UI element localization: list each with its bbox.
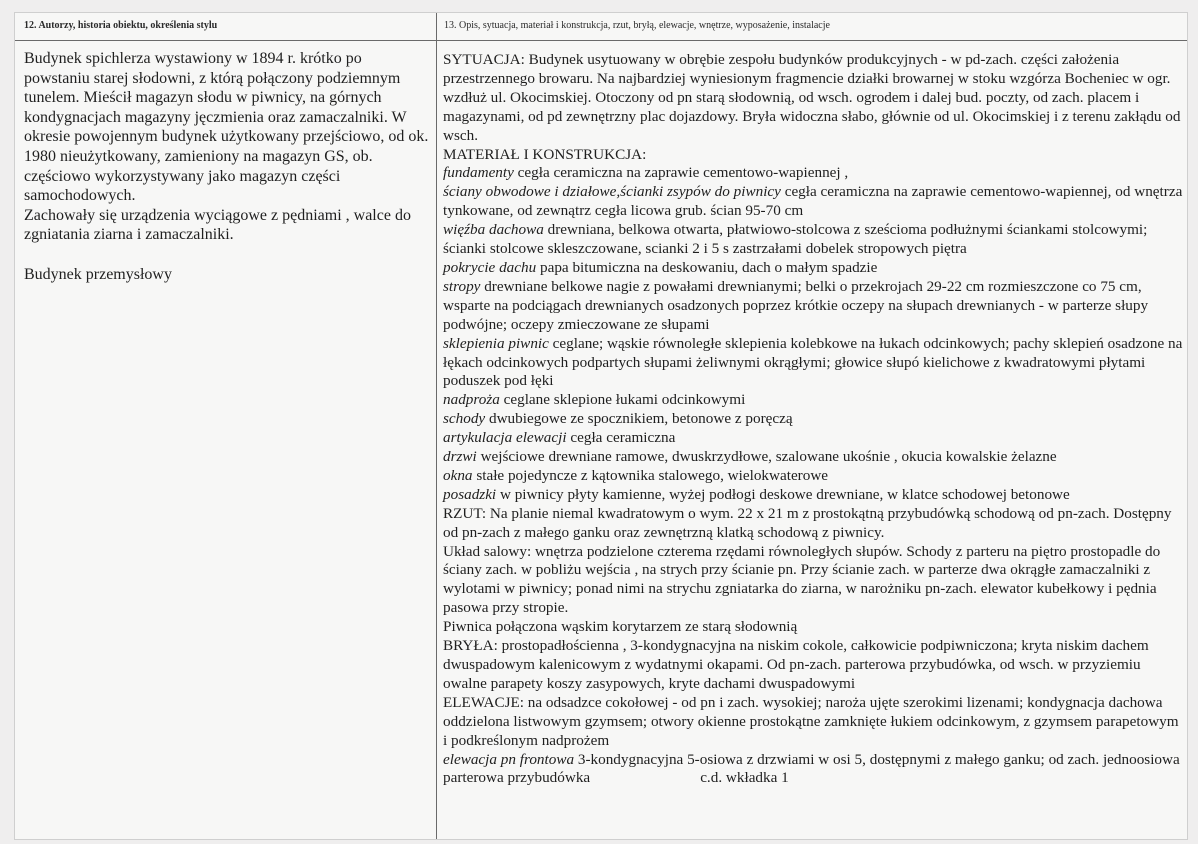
material-term: okna xyxy=(443,466,473,484)
material-text: cegła ceramiczna na zaprawie cementowo-wapiennej, od wnętrza tynkowane, od zewnątrz cegła licowa grub. ścian 95-70 cm xyxy=(443,183,1183,220)
front-elevation-text: 3-kondygnacyjna 5-osiowa z drzwiami w osi 5, dostępnymi z małego ganku; od zach. jednoosiowa parterowa przybudówka xyxy=(443,750,1180,787)
header-divider xyxy=(15,40,1187,41)
material-text: ceglane sklepione łukami odcinkowymi xyxy=(499,391,746,409)
equipment-paragraph: Zachowały się urządzenia wyciągowe z pędniami , walce do zgniatania ziarna i zamaczalniki. xyxy=(24,206,411,244)
material-item xyxy=(443,448,1183,467)
material-item xyxy=(443,391,1183,410)
history-column xyxy=(24,49,430,284)
material-text: cegła ceramiczna xyxy=(566,429,676,447)
material-text: drewniana, belkowa otwarta, płatwiowo-stolcowa z sześcioma podłużnymi ściankami stolcowymi; ścianki stolcowe skleszczowane, scianki 2 i 5 s zastrzałami dobelek stropowych piętra xyxy=(443,221,1148,258)
material-term: ściany obwodowe i działowe,ścianki zsypów do piwnicy xyxy=(443,183,781,201)
material-item xyxy=(443,486,1183,505)
material-term: sklepienia piwnic xyxy=(443,334,549,352)
cellar-paragraph: Piwnica połączona wąskim korytarzem ze starą słodownią xyxy=(443,618,798,636)
record-card xyxy=(14,12,1188,840)
column-divider xyxy=(436,13,437,839)
massing-paragraph: BRYŁA: prostopadłościenna , 3-kondygnacyjna na niskim cokole, całkowicie podpiwniczona; kryta niskim dachem dwuspadowym kalenicowym z wydatnymi okapami. Od pn-zach. parterowa przybudówka, od wsch. w przyziemiu owalne parapety koszy zasypowych, kryte dachami dwuspadowymi xyxy=(443,637,1149,692)
material-item xyxy=(443,429,1183,448)
material-item xyxy=(443,410,1183,429)
material-term: posadzki xyxy=(443,485,497,503)
material-item xyxy=(443,164,1183,183)
material-heading: MATERIAŁ I KONSTRUKCJA: xyxy=(443,145,647,163)
material-text: ceglane; wąskie równoległe sklepienia kolebkowe na łukach odcinkowych; pachy sklepień osadzone na łękach odcinkowych podpartych słupami żeliwnymi okrągłymi; głowice słupó kielichowe z kwadratowymi płytami poduszek pod łęki xyxy=(443,334,1183,390)
continued-note: c.d. wkładka 1 xyxy=(700,769,789,787)
material-text: dwubiegowe ze spocznikiem, betonowe z poręczą xyxy=(485,410,793,428)
material-term: pokrycie dachu xyxy=(443,258,537,276)
material-item xyxy=(443,259,1183,278)
material-item xyxy=(443,467,1183,486)
material-item xyxy=(443,183,1183,221)
style-paragraph: Budynek przemysłowy xyxy=(24,265,172,283)
material-term: artykulacja elewacji xyxy=(443,429,567,447)
layout-paragraph: Układ salowy: wnętrza podzielone czterema rzędami równoległych słupów. Schody z parteru na piętro prostopadle do ściany zach. w pobliżu wejścia , na strych przy ścianie pn. Przy ścianie zach. w parterze dwa okrągłe zamaczalniki z wylotami w piwnicy; ponad nimi na strychu zgniatarka do ziarna, w narożniku pn-zach. elewator kubełkowy i pędnia pasowa przy stropie. xyxy=(443,542,1161,617)
history-paragraph: Budynek spichlerza wystawiony w 1894 r. krótko po powstaniu starej słodowni, z którą połączony podziemnym tunelem. Mieścił magazyn słodu w piwnicy, na górnych kondygnacjach magazyny jęczmienia oraz zamaczalniki. W okresie powojennym budynek użytkowany przejściowo, od ok. 1980 nieużytkowany, zamieniony na magazyn GS, ob. częściowo wykorzystywany jako magazyn części samochodowych. xyxy=(24,50,429,205)
material-text: drewniane belkowe nagie z powałami drewnianymi; belki o przekrojach 29-22 cm rozmieszczone co 75 cm, wsparte na podciągach drewnianych osadzonych poprzez krótkie oczepy na słupach drewnianych - w parterze słupy podwójne; oczepy zmieczowane ze słupami xyxy=(443,277,1149,333)
material-item xyxy=(443,221,1183,259)
material-term: nadproża xyxy=(443,391,500,409)
front-elevation-paragraph xyxy=(443,751,1183,789)
plan-paragraph: RZUT: Na planie niemal kwadratowym o wym. 22 x 21 m z prostokątną przybudówką schodową od pn-zach. Dostępny od pn-zach z małego ganku oraz zewnętrzną klatką schodową z piwnicy. xyxy=(443,504,1172,541)
material-term: więźba dachowa xyxy=(443,221,544,239)
elevations-paragraph: ELEWACJE: na odsadzce cokołowej - od pn i zach. wysokiej; naroża ujęte szerokimi lizenami; kondygnacja dachowa oddzielona listwowym gzymsem; otwory okienne prostokątne zamknięte łukiem odcinkowym, z gzymsem parapetowym i podkreślonym nadprożem xyxy=(443,693,1179,749)
material-text: stałe pojedyncze z kątownika stalowego, wielokwaterowe xyxy=(472,466,829,484)
material-term: stropy xyxy=(443,277,481,295)
right-section-header: 13. Opis, sytuacja, materiał i konstrukcja, rzut, bryłą, elewacje, wnętrze, wyposażenie, instalacje xyxy=(444,20,830,31)
material-term: fundamenty xyxy=(443,164,514,182)
left-section-header: 12. Autorzy, historia obiektu, określenia stylu xyxy=(24,20,218,31)
material-term: drzwi xyxy=(443,448,477,466)
material-list xyxy=(443,164,1183,504)
material-term: schody xyxy=(443,410,486,428)
material-text: wejściowe drewniane ramowe, dwuskrzydłowe, szalowane ukośnie , okucia kowalskie żelazne xyxy=(476,448,1057,466)
material-text: w piwnicy płyty kamienne, wyżej podłogi deskowe drewniane, w klatce schodowej betonowe xyxy=(496,485,1070,503)
situation-paragraph: SYTUACJA: Budynek usytuowany w obrębie zespołu budynków produkcyjnych - w pd-zach. części założenia przestrzennego browaru. Na najbardziej wyniesionym fragmencie działki browarnej w stoku wzgórza Bocheniec w ogr. wzdłuż ul. Okocimskiej. Otoczony od pn starą słodownią, od wsch. ogrodem i dalej bud. poczty, od zach. placem i magazynami, od pd zewnętrzny plac dojazdowy. Bryła widoczna słabo, głównie od ul. Okocimskiej i z terenu zakłądu od wsch. xyxy=(443,51,1181,144)
material-text: papa bitumiczna na deskowaniu, dach o małym spadzie xyxy=(536,258,878,276)
material-item xyxy=(443,278,1183,335)
material-text: cegła ceramiczna na zaprawie cementowo-wapiennej , xyxy=(513,164,849,182)
description-column xyxy=(443,51,1183,788)
front-elevation-term: elewacja pn frontowa xyxy=(443,750,575,768)
material-item xyxy=(443,335,1183,392)
